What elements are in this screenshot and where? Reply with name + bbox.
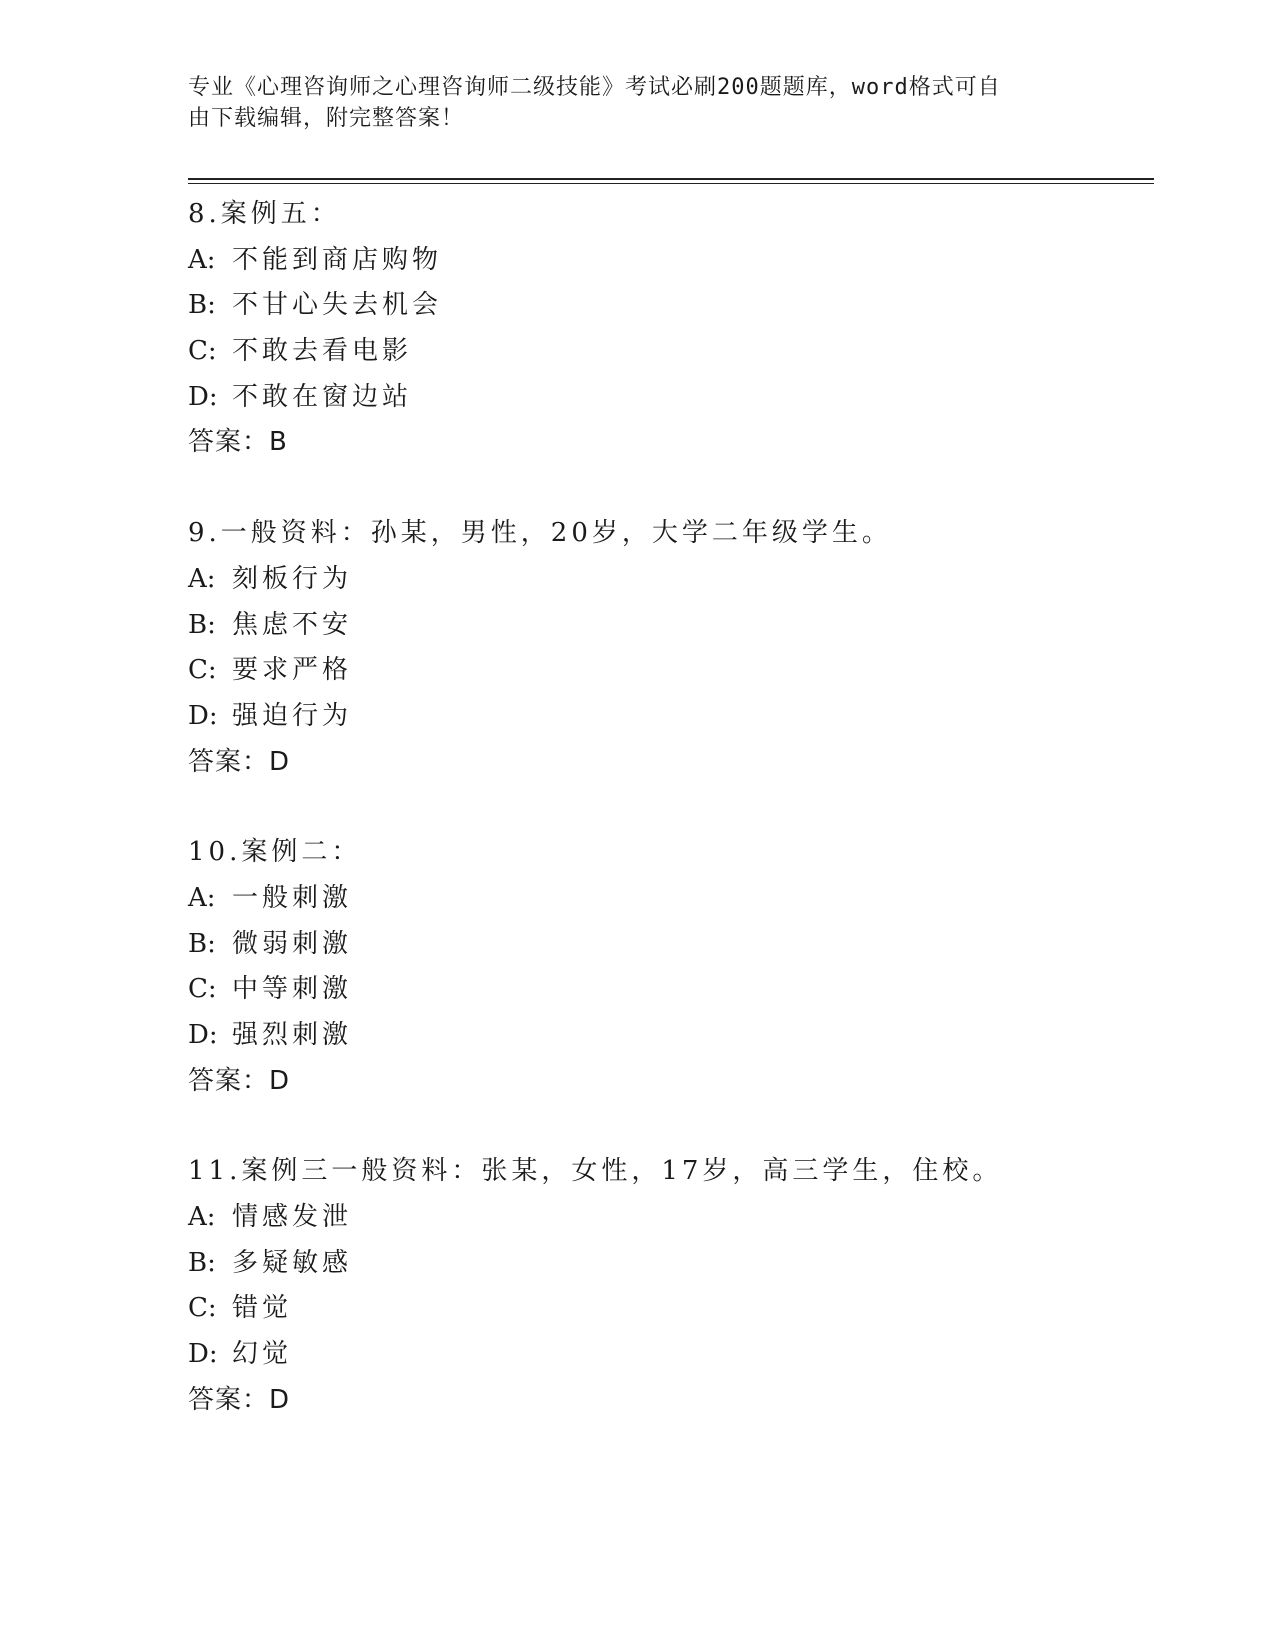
option-text: 焦虑不安: [232, 609, 353, 640]
option-a: [188, 557, 1154, 603]
option-c: [188, 329, 1154, 375]
option-key: B:: [188, 609, 216, 640]
option-key: B:: [188, 928, 216, 959]
option-text: 多疑敏感: [232, 1247, 353, 1278]
option-text: 中等刺激: [232, 974, 353, 1005]
option-key: C:: [188, 336, 217, 367]
option-b: [188, 603, 1154, 649]
option-key: A:: [188, 244, 216, 275]
option-d: [188, 1332, 1154, 1378]
question-list: [188, 192, 1154, 1469]
option-text: 情感发泄: [232, 1202, 353, 1233]
option-text: 错觉: [232, 1293, 293, 1324]
option-b: [188, 1241, 1154, 1287]
option-text: 强迫行为: [232, 700, 353, 731]
option-key: D:: [188, 700, 218, 731]
option-key: D:: [188, 1020, 218, 1050]
header-line-1: 专业《心理咨询师之心理咨询师二级技能》考试必刷200题题库，word格式可自: [188, 75, 1001, 100]
option-key: D:: [188, 1339, 218, 1370]
option-key: A:: [188, 563, 216, 594]
header-line-2: 由下载编辑，附完整答案！: [188, 106, 465, 131]
option-key: A:: [188, 1202, 216, 1233]
option-text: 不甘心失去机会: [232, 290, 443, 321]
answer-line: 答案：B: [188, 427, 288, 458]
option-d: [188, 694, 1154, 740]
option-c: [188, 648, 1154, 694]
option-b: [188, 922, 1154, 968]
option-text: 不能到商店购物: [232, 244, 443, 275]
option-a: [188, 1195, 1154, 1241]
option-text: 一般刺激: [232, 882, 353, 913]
option-text: 强烈刺激: [232, 1020, 353, 1050]
question-title: 8.案例五：: [188, 199, 341, 229]
option-text: 微弱刺激: [232, 928, 353, 959]
option-text: 不敢在窗边站: [232, 381, 413, 412]
option-text: 要求严格: [232, 655, 353, 686]
header-divider-top: [188, 178, 1154, 180]
option-key: D:: [188, 381, 218, 412]
option-text: 刻板行为: [232, 563, 353, 594]
option-a: [188, 238, 1154, 284]
question-9: [188, 511, 1154, 785]
option-key: A:: [188, 882, 216, 913]
option-key: C:: [188, 974, 217, 1005]
question-10: [188, 830, 1154, 1104]
question-title: 9.一般资料：孙某，男性，20岁，大学二年级学生。: [188, 518, 892, 549]
option-key: C:: [188, 1293, 217, 1324]
answer-line: 答案：D: [188, 1065, 291, 1096]
option-c: [188, 1286, 1154, 1332]
option-d: [188, 1013, 1154, 1059]
option-d: [188, 375, 1154, 421]
question-title: 11.案例三一般资料：张某，女性，17岁，高三学生，住校。: [188, 1156, 1003, 1187]
option-text: 幻觉: [232, 1339, 293, 1370]
option-b: [188, 283, 1154, 329]
document-header: [188, 72, 1088, 134]
question-11: [188, 1149, 1154, 1423]
question-8: [188, 192, 1154, 466]
header-divider-bottom: [188, 183, 1154, 184]
answer-line: 答案：D: [188, 746, 291, 777]
option-key: B:: [188, 1247, 216, 1278]
option-key: B:: [188, 290, 216, 321]
option-key: C:: [188, 655, 217, 686]
option-c: [188, 967, 1154, 1013]
option-a: [188, 876, 1154, 922]
option-text: 不敢去看电影: [232, 336, 413, 367]
answer-line: 答案：D: [188, 1384, 291, 1415]
question-title: 10.案例二：: [188, 837, 362, 868]
